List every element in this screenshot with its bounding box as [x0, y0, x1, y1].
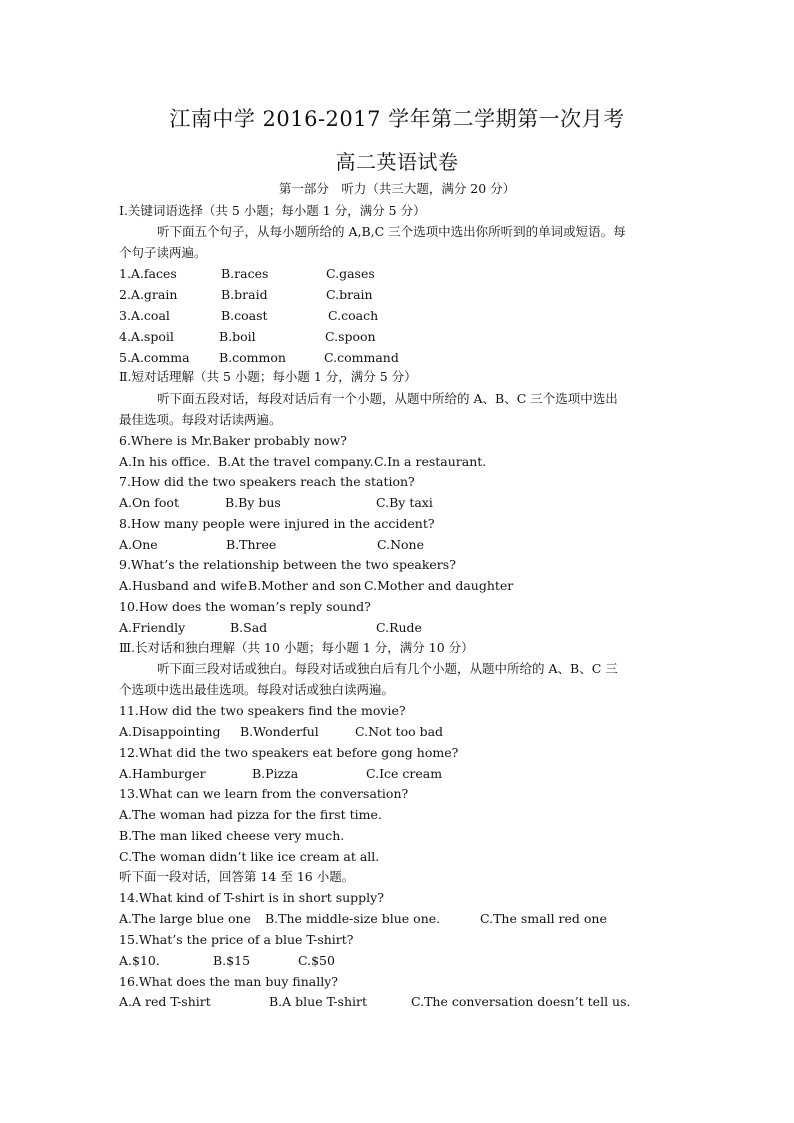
option-c: C.coach [328, 308, 379, 323]
option-a: A.In his office. [119, 454, 211, 469]
section2-instruction: 听下面五段对话，每段对话后有一个小题，从题中所给的 A、B、C 三个选项中选出 [157, 391, 618, 406]
question-text: 12.What did the two speakers eat before gong home? [119, 745, 459, 760]
question-text: 15.What’s the price of a blue T-shirt? [119, 932, 354, 947]
option-b: B.Sad [230, 620, 268, 635]
option-b: B.Wonderful [240, 724, 319, 739]
option-b: B.races [221, 266, 269, 281]
option-b: B.Mother and son [248, 578, 362, 593]
option-b: B.At the travel company. [218, 454, 374, 469]
option-a: A.Disappointing [119, 724, 221, 739]
option-b: B.coast [221, 308, 268, 323]
option-c: C.The small red one [480, 911, 607, 926]
option-a: A.A red T-shirt [119, 994, 211, 1009]
option-c: C.Not too bad [355, 724, 444, 739]
option-a: 4.A.spoil [119, 329, 174, 344]
section3-instruction-cont: 个选项中选出最佳选项。每段对话或独白读两遍。 [119, 682, 395, 697]
section2-instruction-cont: 最佳选项。每段对话读两遍。 [119, 412, 282, 427]
option-b: B.The man liked cheese very much. [119, 828, 345, 843]
question-text: 16.What does the man buy finally? [119, 974, 339, 989]
part1-header: 第一部分 听力（共三大题，满分 20 分） [278, 181, 516, 196]
section2-heading: Ⅱ.短对话理解（共 5 小题；每小题 1 分，满分 5 分） [119, 369, 417, 384]
option-b: B.By bus [225, 495, 281, 510]
section3-instruction: 听下面三段对话或独白。每段对话或独白后有几个小题，从题中所给的 A、B、C 三 [157, 661, 618, 676]
option-a: A.Hamburger [119, 766, 206, 781]
question-text: 7.How did the two speakers reach the station? [119, 474, 415, 489]
listening-instruction: 听下面一段对话，回答第 14 至 16 小题。 [119, 869, 355, 884]
section1-instruction: 听下面五个句子，从每小题所给的 A,B,C 三个选项中选出你所听到的单词或短语。每 [157, 224, 626, 239]
option-b: B.A blue T-shirt [269, 994, 367, 1009]
option-a: A.The woman had pizza for the first time. [119, 807, 382, 822]
option-c: C.In a restaurant. [374, 454, 487, 469]
question-text: 11.How did the two speakers find the movie? [119, 703, 406, 718]
option-b: B.The middle-size blue one. [265, 911, 441, 926]
option-c: C.By taxi [376, 495, 433, 510]
option-b: B.$15 [213, 953, 251, 968]
question-text: 14.What kind of T-shirt is in short supply? [119, 890, 384, 905]
section3-heading: Ⅲ.长对话和独白理解（共 10 小题；每小题 1 分，满分 10 分） [119, 640, 474, 655]
option-a: 5.A.comma [119, 350, 190, 365]
option-c: C.The conversation doesn’t tell us. [411, 994, 631, 1009]
question-text: 13.What can we learn from the conversation? [119, 786, 409, 801]
option-c: C.The woman didn’t like ice cream at all. [119, 849, 380, 864]
section1-heading: Ⅰ.关键词语选择（共 5 小题；每小题 1 分，满分 5 分） [119, 203, 426, 218]
option-b: B.Pizza [252, 766, 299, 781]
option-b: B.braid [221, 287, 268, 302]
option-b: B.Three [226, 537, 277, 552]
option-c: C.Rude [376, 620, 422, 635]
question-text: 6.Where is Mr.Baker probably now? [119, 433, 347, 448]
section1-instruction-cont: 个句子读两遍。 [119, 245, 207, 260]
option-c: C.Ice cream [366, 766, 443, 781]
exam-title: 江南中学 2016-2017 学年第二学期第一次月考 [169, 107, 625, 131]
option-a: A.Friendly [119, 620, 186, 635]
option-a: A.The large blue one [119, 911, 251, 926]
option-a: A.Husband and wife [119, 578, 248, 593]
option-a: 3.A.coal [119, 308, 170, 323]
option-c: C.command [324, 350, 399, 365]
option-c: C.brain [326, 287, 373, 302]
question-text: 10.How does the woman’s reply sound? [119, 599, 371, 614]
question-text: 9.What’s the relationship between the two speakers? [119, 557, 456, 572]
option-b: B.boil [219, 329, 256, 344]
option-a: A.On foot [119, 495, 179, 510]
question-text: 8.How many people were injured in the accident? [119, 516, 435, 531]
option-c: C.None [377, 537, 425, 552]
option-a: 1.A.faces [119, 266, 177, 281]
option-c: C.Mother and daughter [364, 578, 514, 593]
option-c: C.spoon [325, 329, 376, 344]
option-a: 2.A.grain [119, 287, 178, 302]
option-c: C.$50 [298, 953, 335, 968]
option-c: C.gases [326, 266, 375, 281]
option-b: B.common [219, 350, 286, 365]
option-a: A.$10. [119, 953, 160, 968]
exam-subtitle: 高二英语试卷 [335, 150, 459, 174]
option-a: A.One [119, 537, 158, 552]
